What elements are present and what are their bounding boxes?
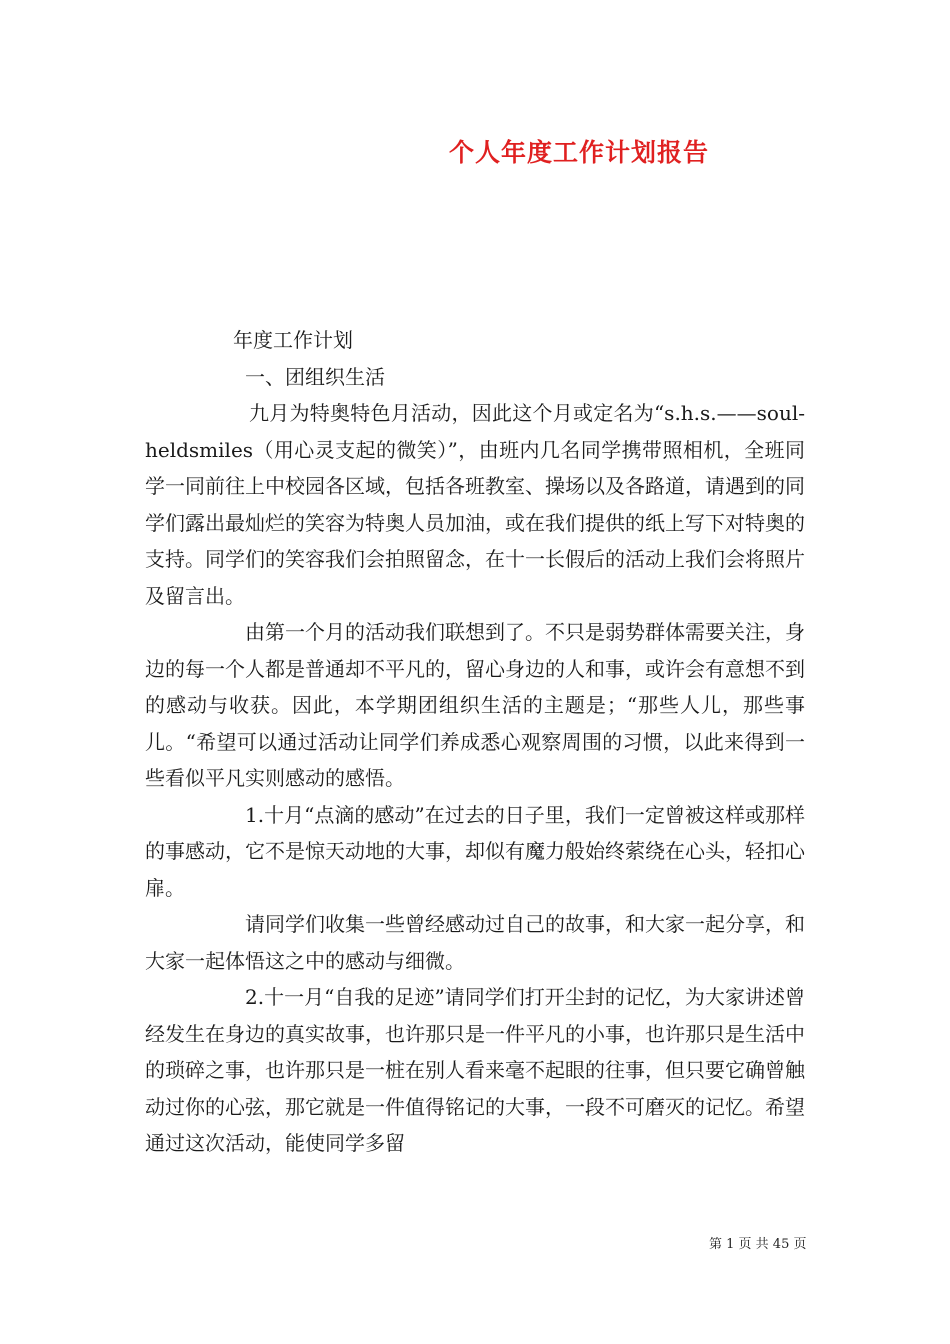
page-number: 第 1 页 共 45 页 xyxy=(709,1237,807,1252)
subsection-heading: 一、团组织生活 xyxy=(245,364,385,389)
paragraph: 1.十月“点滴的感动”在过去的日子里，我们一定曾被这样或那样的事感动，它不是惊天动地的大事，却似有魔力般始终萦绕在心头，轻扣心扉。 xyxy=(145,802,805,900)
document-title: 个人年度工作计划报告 xyxy=(449,138,710,167)
paragraph: 2.十一月“自我的足迹”请同学们打开尘封的记忆，为大家讲述曾经发生在身边的真实故事，也许那只是一件平凡的小事，也许那只是生活中的琐碎之事，也许那只是一桩在别人看来毫不起眼的往事，但只要它确曾触动过你的心弦，那它就是一件值得铭记的大事，一段不可磨灭的记忆。希望通过这次活动，能使同学多留 xyxy=(145,985,805,1155)
paragraph: 九月为特奥特色月活动，因此这个月或定名为“s.h.s.——soul-heldsmiles（用心灵支起的微笑）”，由班内几名同学携带照相机，全班同学一同前往上中校园各区域，包括各班教室、操场以及各路道，请遇到的同学们露出最灿烂的笑容为特奥人员加油，或在我们提供的纸上写下对特奥的支持。同学们的笑容我们会拍照留念，在十一长假后的活动上我们会将照片及留言出。 xyxy=(145,401,805,608)
paragraph: 由第一个月的活动我们联想到了。不只是弱势群体需要关注，身边的每一个人都是普通却不平凡的，留心身边的人和事，或许会有意想不到的感动与收获。因此，本学期团组织生活的主题是；“那些人儿，那些事儿。“希望可以通过活动让同学们养成悉心观察周围的习惯，以此来得到一些看似平凡实则感动的感悟。 xyxy=(145,620,805,790)
section-heading: 年度工作计划 xyxy=(233,328,353,352)
document-body xyxy=(145,322,805,1162)
paragraph: 请同学们收集一些曾经感动过自己的故事，和大家一起分享，和大家一起体悟这之中的感动与细微。 xyxy=(145,912,805,973)
